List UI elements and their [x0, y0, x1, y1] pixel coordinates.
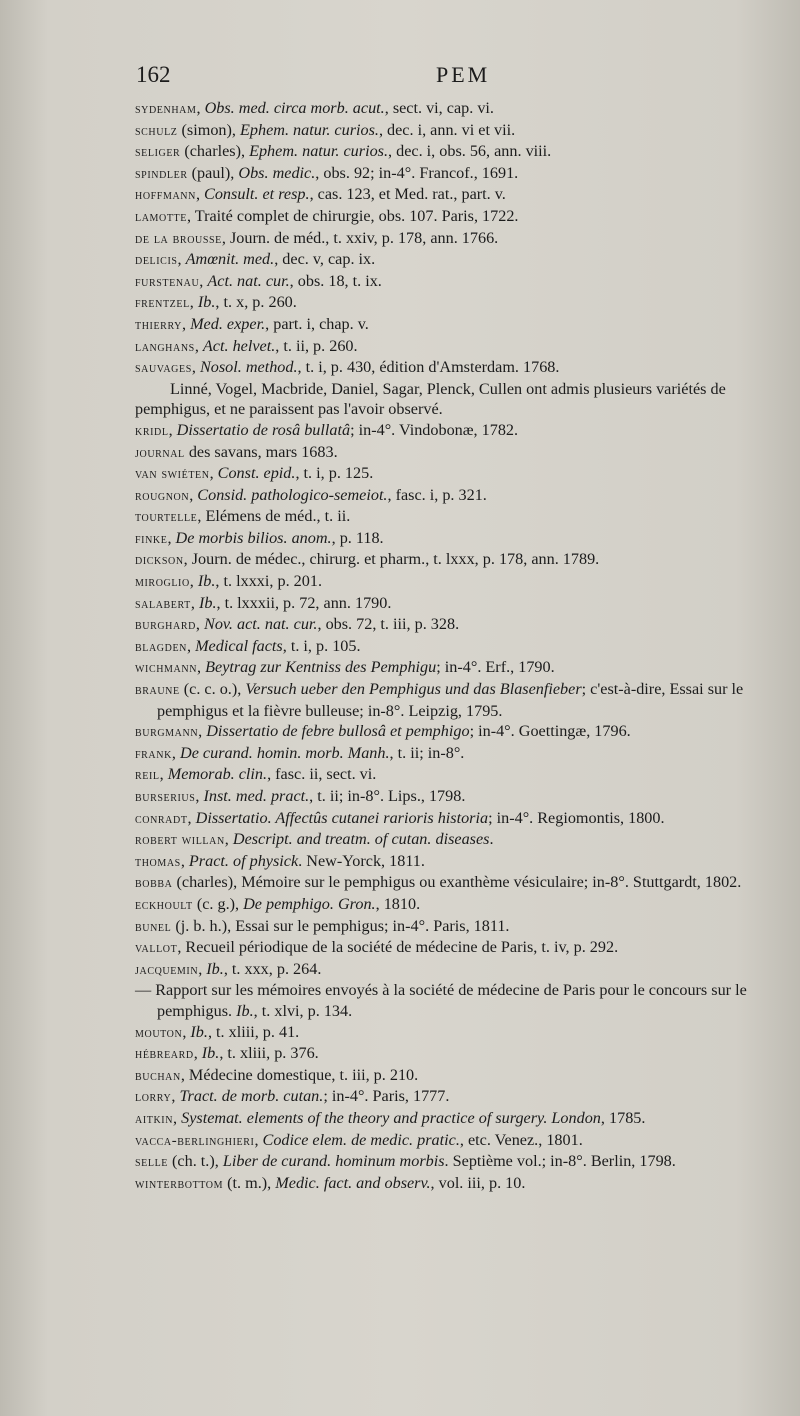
author-name: selle [135, 1154, 168, 1171]
citation-details: , dec. v, cap. ix. [274, 250, 376, 269]
page-header [136, 62, 770, 98]
work-title: Const. epid. [217, 464, 296, 483]
author-qualifier: (c. g.), [192, 894, 244, 913]
work-title: Med. exper. [190, 314, 266, 333]
author-name: spindler [135, 165, 188, 182]
work-title: De morbis bilios. anom. [175, 528, 332, 547]
bibliography-entry: langhans, Act. helvet., t. ii, p. 260. [135, 336, 358, 355]
citation-details: , obs. 92; in-4°. Francof., 1691. [315, 163, 519, 182]
author-qualifier: (ch. t.), [168, 1152, 223, 1171]
bibliography-entry: mouton, Ib., t. xliii, p. 41. [135, 1022, 300, 1041]
author-qualifier: (paul), [187, 163, 239, 182]
citation-details: , t. xxx, p. 264. [223, 959, 322, 978]
author-name: tourtelle [135, 509, 198, 526]
work-title: Dissertatio de rosâ bullatâ [176, 420, 351, 439]
work-title: Liber de curand. hominum morbis [222, 1152, 445, 1171]
bibliography-entry [135, 980, 785, 1021]
author-name: furstenau [135, 273, 200, 290]
citation-details: ; in-4°. Paris, 1777. [323, 1087, 450, 1106]
bibliography-entry [135, 872, 785, 894]
work-title: Ib. [198, 593, 217, 612]
author-qualifier: (j. b. h.), [171, 916, 236, 935]
citation-details: , 1785. [600, 1108, 646, 1127]
bibliography-entry: frank, De curand. homin. morb. Manh., t. ii; in-8°. [135, 743, 465, 762]
citation-details: , t. ii; in-8°. Lips., 1798. [309, 787, 466, 805]
bibliography-entry [135, 442, 785, 464]
work-title: Ib. [197, 293, 216, 312]
author-name: schulz [135, 122, 178, 139]
bibliography-entry: burgmann, Dissertatio de febre bullosâ et pemphigo; in-4°. Goettingæ, 1796. [135, 722, 631, 741]
author-name: salabert [135, 595, 191, 612]
author-name: kridl [135, 422, 169, 439]
author-qualifier: (charles), [180, 142, 250, 161]
citation-details: , cas. 123, et Med. rat., part. v. [309, 185, 506, 204]
citation-details: , t. lxxxii, p. 72, ann. 1790. [216, 593, 392, 612]
work-title: Ephem. natur. curios. [240, 120, 379, 139]
citation-details: . New-Yorck, 1811. [298, 851, 425, 870]
work-title: Ib. [206, 959, 224, 978]
bibliography-entry [135, 894, 785, 916]
author-name: dickson [135, 552, 184, 569]
bibliography-list [135, 98, 785, 1194]
author-name: mouton [135, 1024, 183, 1041]
citation-details: , part. i, chap. v. [265, 314, 369, 333]
work-title: Descript. and treatm. of cutan. diseases [232, 830, 490, 849]
work-title: Ib. [197, 572, 216, 591]
bibliography-entry: lorry, Tract. de morb. cutan.; in-4°. Paris, 1777. [135, 1087, 450, 1106]
author-name: wichmann [135, 660, 198, 677]
bibliography-entry: robert willan, Descript. and treatm. of cutan. diseases. [135, 830, 494, 849]
bibliography-entry: hoffmann, Consult. et resp., cas. 123, et Med. rat., part. v. [135, 185, 506, 204]
author-name: burgmann [135, 724, 199, 741]
work-title: Consid. pathologico-semeiot. [197, 485, 388, 504]
citation-details: , p. 118. [331, 528, 384, 547]
citation-details: , dec. i, ann. vi et vii. [378, 120, 516, 139]
author-name: buchan [135, 1067, 181, 1084]
bibliography-entry [135, 228, 785, 250]
bibliography-entry [135, 1151, 785, 1173]
note-paragraph [135, 379, 785, 420]
bibliography-entry: wichmann, Beytrag zur Kentniss des Pemphigu; in-4°. Erf., 1790. [135, 658, 555, 677]
citation-details: , Journ. de médec., chirurg. et pharm., t. lxxx, p. 178, ann. 1789. [183, 550, 600, 569]
author-name: bobba [135, 875, 173, 892]
author-qualifier: (c. c. o.), [179, 680, 246, 699]
work-title: Nosol. method. [199, 358, 298, 377]
citation-details: , sect. vi, cap. vi. [384, 99, 494, 117]
bibliography-entry [135, 937, 785, 959]
bibliography-entry: van swiéten, Const. epid., t. i, p. 125. [135, 464, 374, 483]
author-name: lorry [135, 1089, 172, 1106]
citation-details: , t. xliii, p. 376. [219, 1044, 319, 1063]
work-title: Act. helvet. [202, 336, 276, 355]
bibliography-entry: sydenham, Obs. med. circa morb. acut., sect. vi, cap. vi. [135, 99, 494, 117]
author-name: thierry [135, 316, 182, 333]
citation-details: , t. xlvi, p. 134. [253, 1001, 353, 1020]
author-name: sauvages [135, 360, 192, 377]
citation-details: , Médecine domestique, t. iii, p. 210. [180, 1065, 419, 1084]
author-name: miroglio [135, 574, 190, 591]
bibliography-entry: hébreard, Ib., t. xliii, p. 376. [135, 1044, 319, 1063]
work-title: Dissertatio. Affectûs cutanei rarioris historia [195, 808, 489, 827]
work-title: Ib. [190, 1022, 208, 1041]
author-name: braune [135, 682, 180, 699]
bibliography-entry [135, 916, 785, 938]
citation-details: , t. xliii, p. 41. [207, 1022, 300, 1041]
author-name: delicis [135, 252, 178, 269]
author-name: burserius [135, 789, 196, 805]
work-title: Ib. [236, 1001, 254, 1020]
bibliography-entry [135, 679, 785, 721]
work-title: Versuch ueber den Pemphigus und das Blasenfieber [245, 680, 582, 699]
citation-details: des savans, mars 1683. [184, 442, 338, 461]
author-name: langhans [135, 338, 195, 355]
author-name: vallot [135, 940, 178, 957]
work-title: Codice elem. de medic. pratic. [262, 1130, 460, 1149]
author-name: de la brousse [135, 230, 222, 247]
work-title: Obs. med. circa morb. acut. [204, 99, 385, 117]
work-title: Ephem. natur. curios. [249, 142, 389, 161]
author-name: hébreard [135, 1046, 194, 1063]
author-name: finke [135, 530, 168, 547]
running-head: PEM [436, 62, 491, 87]
author-name: hoffmann [135, 187, 196, 204]
bibliography-entry: miroglio, Ib., t. lxxxi, p. 201. [135, 572, 322, 591]
note-text: Linné, Vogel, Macbride, Daniel, Sagar, Plenck, Cullen ont admis plusieurs variétés de pemphigus, et ne paraissent pas l'avoir observé. [135, 379, 726, 419]
work-title: Consult. et resp. [204, 185, 310, 204]
author-qualifier: (t. m.), [223, 1173, 276, 1192]
bibliography-entry: kridl, Dissertatio de rosâ bullatâ; in-4°. Vindobonæ, 1782. [135, 420, 519, 439]
bibliography-entry: rougnon, Consid. pathologico-semeiot., fasc. i, p. 321. [135, 485, 487, 504]
bibliography-entry [135, 506, 785, 528]
author-name: eckhoult [135, 896, 193, 913]
citation-details: , etc. Venez., 1801. [459, 1130, 583, 1149]
bibliography-entry [135, 1065, 785, 1087]
bibliography-entry: sauvages, Nosol. method., t. i, p. 430, édition d'Amsterdam. 1768. [135, 358, 560, 377]
citation-details: Mémoire sur le pemphigus ou exanthème vésiculaire; in-8°. Stuttgardt, 1802. [241, 873, 742, 892]
author-qualifier: (simon), [177, 120, 240, 139]
bibliography-entry: burghard, Nov. act. nat. cur., obs. 72, t. iii, p. 328. [135, 615, 460, 634]
bibliography-entry [135, 120, 785, 142]
author-name: van swiéten [135, 466, 210, 483]
citation-details: , Journ. de méd., t. xxiv, p. 178, ann. 1766. [221, 228, 499, 247]
bibliography-entry: reil, Memorab. clin., fasc. ii, sect. vi. [135, 765, 377, 784]
citation-details: , obs. 72, t. iii, p. 328. [317, 615, 460, 634]
work-title: Medical facts [195, 636, 283, 655]
citation-details: , fasc. i, p. 321. [387, 485, 487, 504]
author-name: journal [135, 444, 185, 461]
citation-details: , t. i, p. 125. [295, 464, 374, 483]
bibliography-entry: blagden, Medical facts, t. i, p. 105. [135, 636, 361, 655]
work-title: Beytrag zur Kentniss des Pemphigu [205, 658, 437, 677]
author-name: thomas [135, 853, 181, 870]
bibliography-entry: delicis, Amœnit. med., dec. v, cap. ix. [135, 250, 376, 269]
author-name: jacquemin [135, 961, 199, 978]
work-title: Dissertatio de febre bullosâ et pemphigo [206, 722, 470, 741]
bibliography-entry: finke, De morbis bilios. anom., p. 118. [135, 528, 384, 547]
citation-details: Essai sur le pemphigus; in-4°. Paris, 1811. [235, 916, 510, 935]
bibliography-entry [135, 1173, 785, 1195]
bibliography-entry: frentzel, Ib., t. x, p. 260. [135, 293, 297, 312]
work-title: Amœnit. med. [185, 250, 275, 269]
author-name: frentzel [135, 295, 190, 312]
work-title: Inst. med. pract. [203, 787, 310, 805]
citation-details: , t. ii; in-8°. [389, 743, 465, 762]
work-title: Obs. medic. [238, 163, 316, 182]
citation-details: , Recueil périodique de la société de médecine de Paris, t. iv, p. 292. [177, 938, 619, 957]
citation-details: , Traité complet de chirurgie, obs. 107. Paris, 1722. [186, 206, 519, 225]
bibliography-entry: vacca-berlinghieri, Codice elem. de medic. pratic., etc. Venez., 1801. [135, 1130, 583, 1149]
citation-details: ; c'est-à-dire, Essai sur le pemphigus et la fièvre bulleuse; in-8°. Leipzig, 1795. [157, 680, 744, 720]
bibliography-entry: burserius, Inst. med. pract., t. ii; in-8°. Lips., 1798. [135, 787, 466, 805]
bibliography-entry [135, 141, 785, 163]
work-title: De pemphigo. Gron. [243, 894, 376, 913]
bibliography-entry: conradt, Dissertatio. Affectûs cutanei rarioris historia; in-4°. Regiomontis, 1800. [135, 808, 665, 827]
author-name: robert willan [135, 832, 225, 849]
author-name: aitkin [135, 1110, 174, 1127]
author-qualifier: (charles), [172, 873, 242, 892]
citation-details: , t. x, p. 260. [215, 293, 297, 312]
citation-details: . Septième vol.; in-8°. Berlin, 1798. [444, 1152, 676, 1171]
bibliography-entry: jacquemin, Ib., t. xxx, p. 264. [135, 959, 322, 978]
author-name: bunel [135, 918, 172, 935]
author-name: blagden [135, 638, 187, 655]
work-title: Nov. act. nat. cur. [204, 615, 318, 634]
bibliography-entry: salabert, Ib., t. lxxxii, p. 72, ann. 1790. [135, 593, 392, 612]
citation-details: , t. i, p. 105. [282, 636, 361, 655]
page-number: 162 [136, 62, 171, 87]
bibliography-entry: furstenau, Act. nat. cur., obs. 18, t. ix. [135, 271, 382, 290]
author-name: conradt [135, 810, 188, 827]
citation-details: ; in-4°. Erf., 1790. [436, 658, 555, 677]
citation-details: ; in-4°. Regiomontis, 1800. [488, 808, 665, 827]
author-name: seliger [135, 144, 181, 161]
work-title: Tract. de morb. cutan. [179, 1087, 324, 1106]
work-title: De curand. homin. morb. Manh. [180, 743, 390, 762]
work-title: Memorab. clin. [167, 765, 268, 784]
citation-details: ; in-4°. Vindobonæ, 1782. [350, 420, 519, 439]
citation-details: , 1810. [375, 894, 421, 913]
citation-details: ; in-4°. Goettingæ, 1796. [469, 722, 631, 741]
work-title: Ib. [201, 1044, 220, 1063]
work-title: Medic. fact. and observ. [275, 1173, 431, 1192]
citation-details: , t. lxxxi, p. 201. [215, 572, 322, 591]
bibliography-entry: thierry, Med. exper., part. i, chap. v. [135, 314, 369, 333]
continuation-text: — Rapport sur les mémoires envoyés à la société de médecine de Paris pour le concours sur le pemphigus. [135, 981, 747, 1020]
author-name: winterbottom [135, 1175, 224, 1192]
author-name: frank [135, 745, 172, 762]
author-name: lamotte [135, 208, 187, 225]
citation-details: , fasc. ii, sect. vi. [267, 765, 377, 784]
author-name: vacca-berlinghieri [135, 1132, 255, 1149]
author-name: burghard [135, 617, 196, 634]
bibliography-entry: aitkin, Systemat. elements of the theory and practice of surgery. London, 1785. [135, 1108, 646, 1127]
citation-details: , obs. 18, t. ix. [289, 271, 382, 290]
citation-details: , t. ii, p. 260. [275, 336, 358, 355]
bibliography-entry: thomas, Pract. of physick. New-Yorck, 1811. [135, 851, 425, 870]
bibliography-entry [135, 206, 785, 228]
work-title: Act. nat. cur. [207, 271, 290, 290]
bibliography-entry [135, 163, 785, 185]
bibliography-entry [135, 549, 785, 571]
author-name: reil [135, 767, 160, 784]
citation-details: , vol. iii, p. 10. [430, 1173, 526, 1192]
citation-details: , t. i, p. 430, édition d'Amsterdam. 1768. [297, 358, 560, 377]
work-title: Systemat. elements of the theory and practice of surgery. London [181, 1108, 601, 1127]
author-name: sydenham [135, 101, 197, 117]
author-name: rougnon [135, 487, 190, 504]
work-title: Pract. of physick [188, 851, 299, 870]
citation-details: , dec. i, obs. 56, ann. viii. [388, 142, 552, 161]
citation-details: . [489, 830, 494, 849]
citation-details: , Elémens de méd., t. ii. [197, 507, 351, 526]
